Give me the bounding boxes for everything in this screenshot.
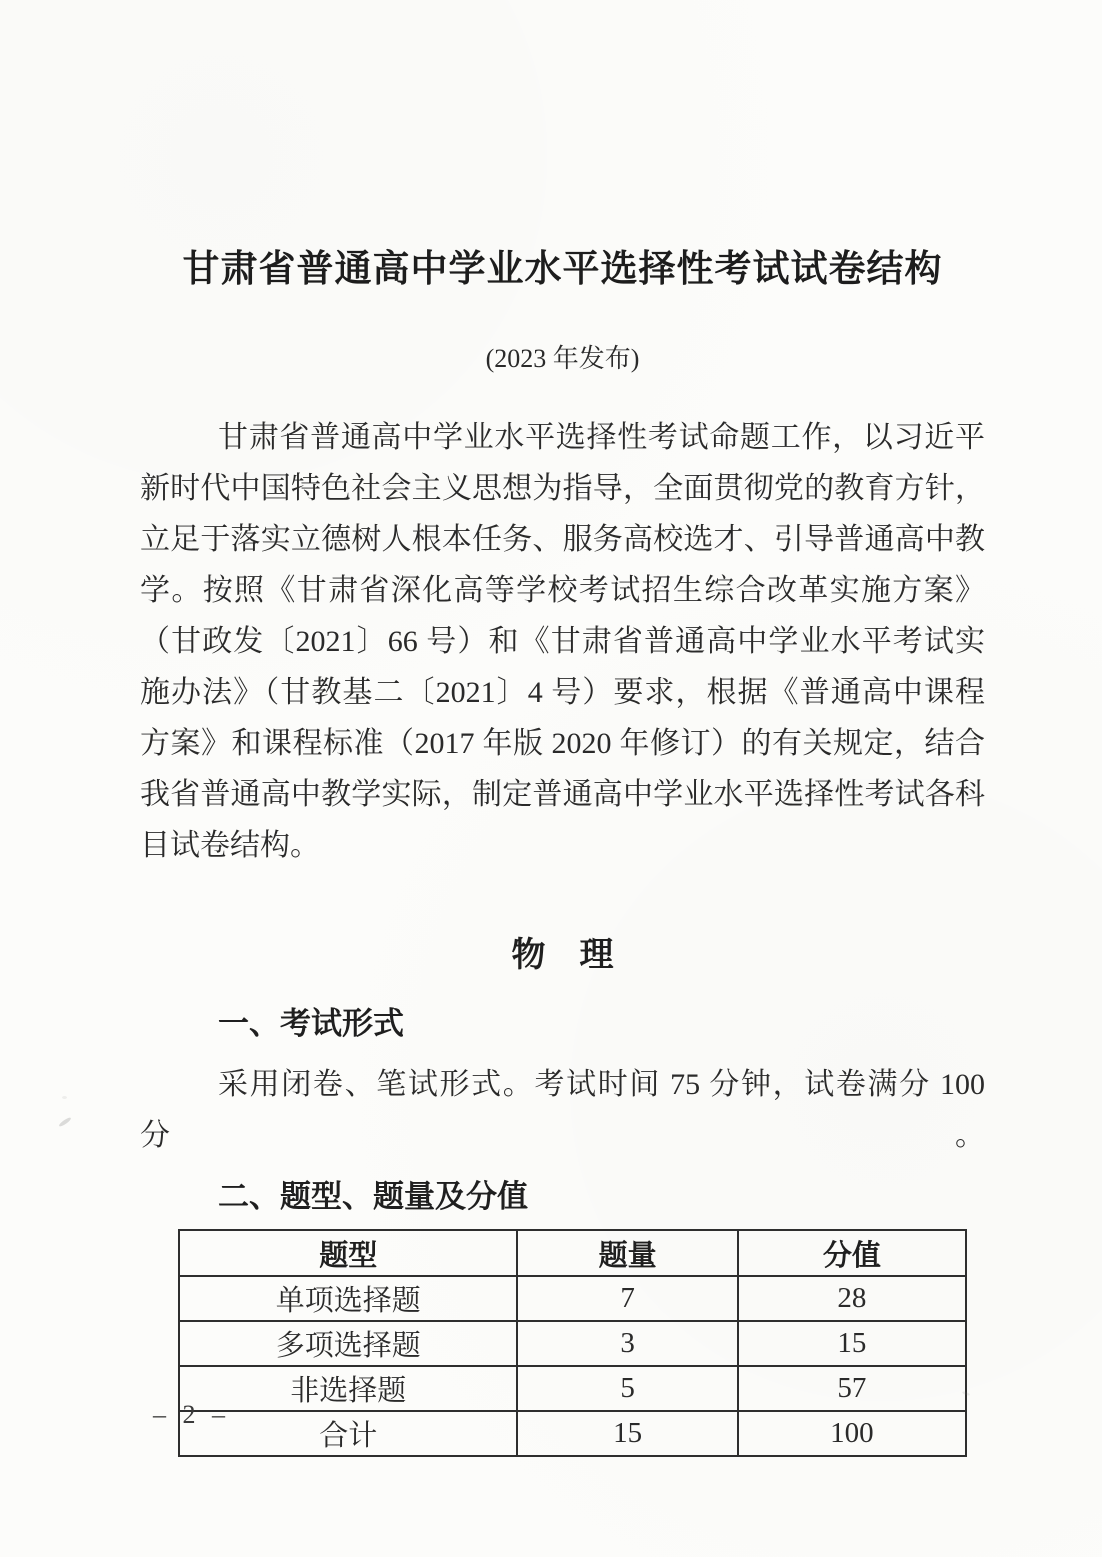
cell-question-type: 单项选择题 [179,1276,517,1321]
intro-paragraph: 甘肃省普通高中学业水平选择性考试命题工作，以习近平新时代中国特色社会主义思想为指导，全面贯彻党的教育方针，立足于落实立德树人根本任务、服务高校选才、引导普通高中教学。按照《甘肃省深化高等学校考试招生综合改革实施方案》（甘政发〔2021〕66 号）和《甘肃省普通高中学业水平考试实施办法》（甘教基二〔2021〕4 号）要求，根据《普通高中课程方案》和课程标准（2017 年版 2020 年修订）的有关规定，结合我省普通高中教学实际，制定普通高中学业水平选择性考试各科目试卷结构。 [140,421,985,862]
cell-question-count: 5 [517,1366,737,1411]
cell-score: 57 [738,1366,966,1411]
table-row [179,1321,966,1366]
exam-format-text: 采用闭卷、笔试形式。考试时间 75 分钟，试卷满分 100 分。 [140,1068,985,1152]
heading-exam-format: 一、考试形式 [218,1006,404,1041]
subject-heading-physics: 物 理 [511,936,614,974]
table-row [179,1366,966,1411]
cell-question-count: 15 [517,1411,737,1456]
publish-year-note: (2023 年发布) [485,344,640,373]
table-row [179,1276,966,1321]
cell-score: 15 [738,1321,966,1366]
table-header-row [179,1230,966,1276]
cell-question-type: 多项选择题 [179,1321,517,1366]
cell-question-type: 合计 [179,1411,517,1456]
cell-question-type: 非选择题 [179,1366,517,1411]
cell-score: 28 [738,1276,966,1321]
page-title: 甘肃省普通高中学业水平选择性考试试卷结构 [182,249,943,290]
question-type-table [178,1229,967,1457]
col-header-question-count: 题量 [517,1230,737,1276]
page-number: – 2 – [153,1400,230,1429]
heading-question-types: 二、题型、题量及分值 [218,1179,528,1214]
cell-question-count: 7 [517,1276,737,1321]
cell-score: 100 [738,1411,966,1456]
table-row-total [179,1411,966,1456]
col-header-score: 分值 [738,1230,966,1276]
scan-artifact [62,1096,67,1099]
col-header-question-type: 题型 [179,1230,517,1276]
cell-question-count: 3 [517,1321,737,1366]
